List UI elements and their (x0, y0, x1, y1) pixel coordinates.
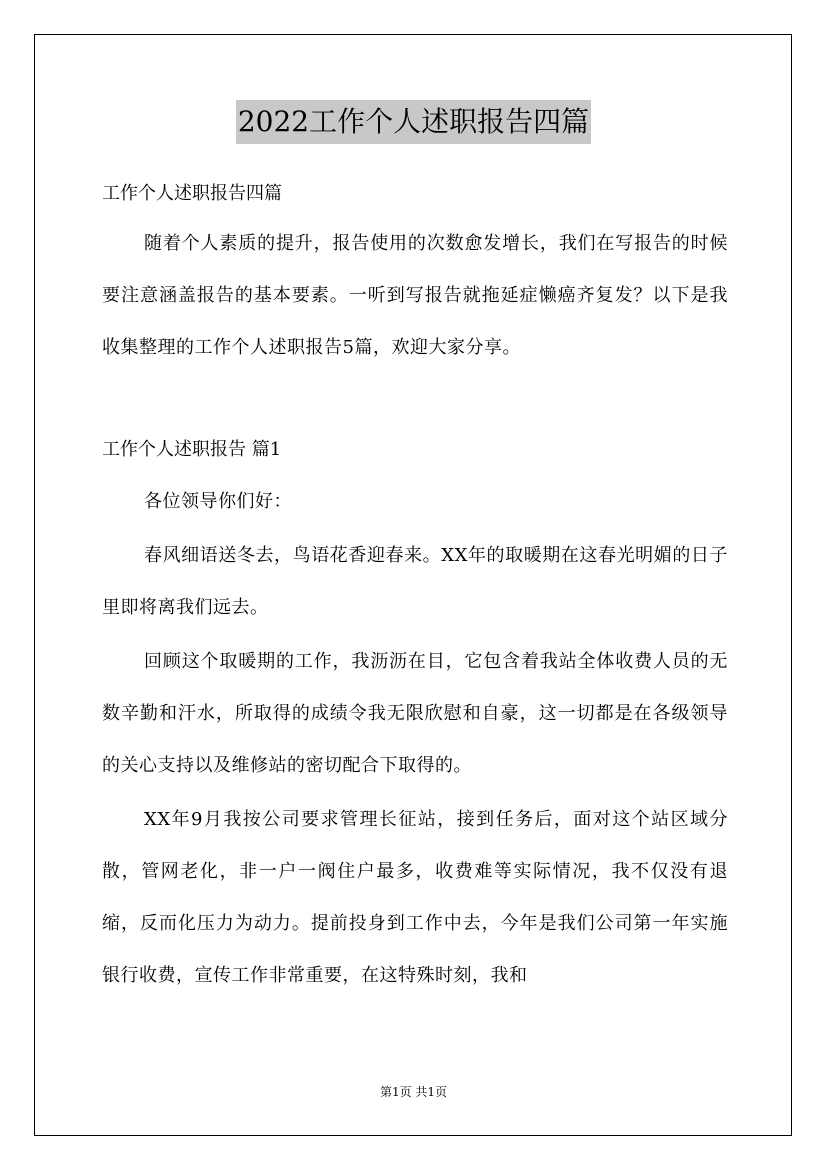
body-paragraph: XX年9月我按公司要求管理长征站，接到任务后，面对这个站区域分散，管网老化，非一户一阀住户最多，收费难等实际情况，我不仅没有退缩，反而化压力为动力。提前投身到工作中去，今年是我们公司第一年实施银行收费，宣传工作非常重要，在这特殊时刻，我和 (102, 809, 728, 986)
document-body (102, 170, 728, 1004)
page-footer (0, 1082, 827, 1102)
page-number: 第1页 共1页 (379, 1085, 448, 1099)
section-spacer (102, 376, 728, 424)
body-paragraph: 回顾这个取暖期的工作，我沥沥在目，它包含着我站全体收费人员的无数辛勤和汗水，所取得的成绩令我无限欣慰和自豪，这一切都是在各级领导的关心支持以及维修站的密切配合下取得的。 (102, 651, 728, 776)
body-paragraph: 春风细语送冬去，鸟语花香迎春来。XX年的取暖期在这春光明媚的日子里即将离我们远去。 (102, 545, 728, 618)
greeting-paragraph: 各位领导你们好： (144, 491, 292, 512)
intro-paragraph: 随着个人素质的提升，报告使用的次数愈发增长，我们在写报告的时候要注意涵盖报告的基本要素。一听到写报告就拖延症懒癌齐复发？以下是我收集整理的工作个人述职报告5篇，欢迎大家分享。 (102, 233, 728, 358)
section-title: 工作个人述职报告 篇1 (102, 439, 282, 460)
title-container (0, 100, 827, 144)
document-title: 2022工作个人述职报告四篇 (236, 100, 591, 144)
document-subtitle: 工作个人述职报告四篇 (102, 183, 282, 204)
